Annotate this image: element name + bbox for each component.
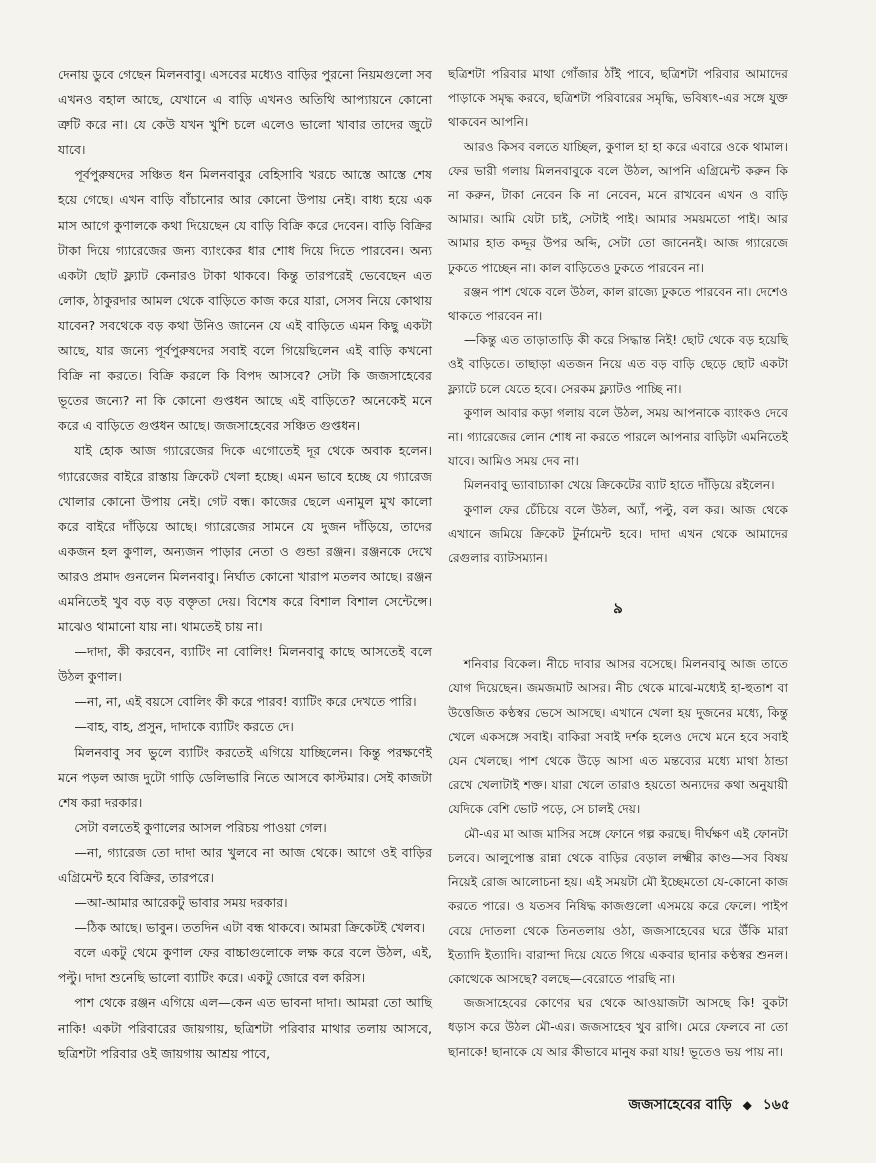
paragraph: মিলনবাবু সব ভুলে ব্যাটিং করতেই এগিয়ে যাচ্ছিলেন। কিন্তু পরক্ষণেই মনে পড়ল আজ দুটো গাড়ি ডেলিভারি নিতে আসবে কাস্টমার। সেই কাজটা শেষ করা দরকার। — [58, 744, 432, 810]
paragraph: —না, না, এই বয়সে বোলিং কী করে পারব! ব্যাটিং করে দেখতে পারি। — [74, 694, 417, 710]
diamond-separator-icon: ◆ — [742, 1098, 752, 1112]
paragraph: আরও কিসব বলতে যাচ্ছিল, কুণাল হা হা করে এবারে ওকে থামাল। ফের ভারী গলায় মিলনবাবুকে বলে উঠল, আপনি এগ্রিমেন্ট করুন কি না করুন, টাকা নেবেন কি না নেবেন, মনে রাখবেন এখন ও বাড়ি আমার। আমি যেটা চাই, সেটাই পাই। আমার সময়মতো পাই। আর আমার হাত কদ্দূর উপর অব্দি, সেটা তো জানেনই। আজ গ্যারেজে ঢুকতে পাচ্ছেন না। কাল বাড়িতেও ঢুকতে পারবেন না। — [448, 139, 788, 275]
paragraph: রঞ্জন পাশ থেকে বলে উঠল, কাল রাজ্যে ঢুকতে পারবেন না। দেশেও থাকতে পারবেন না। — [448, 284, 788, 324]
paragraph: —ঠিক আছে। ভাবুন। ততদিন এটা বন্ধ থাকবে। আমরা ক্রিকেটই খেলব। — [74, 920, 425, 936]
paragraph: ছত্রিশটা পরিবার মাথা গোঁজার ঠাঁই পাবে, ছত্রিশটা পরিবার আমাদের পাড়াকে সমৃদ্ধ করবে, ছত্রিশটা পরিবারের সমৃদ্ধি, ভবিষ্যৎ-এর সঙ্গে যুক্ত থাকবেন আপনি। — [448, 67, 788, 130]
paragraph: —আ-আমার আরেকটু ভাবার সময় দরকার। — [74, 895, 288, 911]
paragraph: —দাদা, কী করবেন, ব্যাটিং না বোলিং! মিলনবাবু কাছে আসতেই বলে উঠল কুণাল। — [58, 644, 432, 685]
paragraph: কুণাল ফের চেঁচিয়ে বলে উঠল, অ্যাঁ, পল্টু, বল কর। আজ থেকে এখানে জমিয়ে ক্রিকেট টুর্নামেন্ট হবে। দাদা এখন থেকে আমাদের রেগুলার ব্যাটসম্যান। — [448, 502, 788, 566]
right-column-top — [448, 62, 788, 570]
paragraph: বলে একটু থেমে কুণাল ফের বাচ্চাগুলোকে লক্ষ করে বলে উঠল, এই, পল্টু। দাদা শুনেছি ভালো ব্যাটিং করে। একটু জোরে বল করিস। — [58, 945, 432, 986]
paragraph: পূর্বপুরুষদের সঞ্চিত ধন মিলনবাবুর বেহিসাবি খরচে আস্তে আস্তে শেষ হয়ে গেছে। এখন বাড়ি বাঁচানোর আর কোনো উপায় নেই। বাধ্য হয়ে এক মাস আগে কুণালকে কথা দিয়েছেন যে বাড়ি বিক্রি করে দেবেন। বাড়ি বিক্রির টাকা দিয়ে গ্যারেজের জন্য ব্যাংকের ধার শোধ দিয়ে দিতে পারবেন। অন্য একটা ছোট ফ্ল্যাট কেনারও টাকা থাকবে। কিন্তু তারপরেই ভেবেছেন এত লোক, ঠাকুরদার আমল থেকে বাড়িতে কাজ করে যারা, সেসব নিয়ে কোথায় যাবেন? সবথেকে বড় কথা উনিও জানেন যে এই বাড়িতে এমন কিছু একটা আছে, যার জন্যে পূর্বপুরুষদের সবাই বলে গিয়েছিলেন এই বাড়ি কখনো বিক্রি না করতে। বিক্রি করলে কি বিপদ আসবে? সেটা কি জজসাহেবের ভূতের জন্যে? না কি কোনো গুপ্তধন আছে এই বাড়িতে? অনেকেই মনে করে এ বাড়িতে গুপ্তধন আছে। জজসাহেবের সঞ্চিত গুপ্তধন। — [58, 167, 432, 434]
page-footer — [600, 1094, 790, 1116]
paragraph: পাশ থেকে রঞ্জন এগিয়ে এল—কেন এত ভাবনা দাদা। আমরা তো আছি নাকি! একটা পরিবারের জায়গায়, ছত্রিশটা পরিবার মাথার তলায় আসবে, ছত্রিশটা পরিবার ওই জায়গায় আশ্রয় পাবে, — [58, 995, 432, 1061]
paragraph: মিলনবাবু ভ্যাবাচ্যাকা খেয়ে ক্রিকেটের ব্যাট হাতে দাঁড়িয়ে রইলেন। — [463, 478, 775, 493]
paragraph: —না, গ্যারেজ তো দাদা আর খুলবে না আজ থেকে। আগে ওই বাড়ির এগ্রিমেন্ট হবে বিক্রির, তারপরে। — [58, 844, 432, 885]
left-column — [58, 62, 432, 1066]
paragraph: যাই হোক আজ গ্যারেজের দিকে এগোতেই দূর থেকে অবাক হলেন। গ্যারেজের বাইরে রাস্তায় ক্রিকেট খেলা হচ্ছে। এমন ভাবে হচ্ছে যে গ্যারেজ খোলার কোনো উপায় নেই। গেট বন্ধ। কাজের ছেলে এনামুল মুখ কালো করে বাইরে দাঁড়িয়ে আছে। গ্যারেজের সামনে যে দুজন দাঁড়িয়ে, তাদের একজন হল কুণাল, অন্যজন পাড়ার নেতা ও গুন্ডা রঞ্জন। রঞ্জনকে দেখে আরও প্রমাদ গুনলেন মিলনবাবু। নির্ঘাত কোনো খারাপ মতলব আছে। রঞ্জন এমনিতেই খুব বড় বড় বক্তৃতা দেয়। বিশেষ করে বিশাল বিশাল সেন্টেন্সে। মাঝেও থামানো যায় না। থামতেই চায় না। — [58, 443, 432, 635]
paragraph: দেনায় ডুবে গেছেন মিলনবাবু। এসবের মধ্যেও বাড়ির পুরনো নিয়মগুলো সব এখনও বহাল আছে, যেখানে এ বাড়ি এখনও অতিথি আপ্যায়নে কোনো ত্রুটি করে না। যে কেউ যখন খুশি চলে এলেও ভালো খাবার তাদের জুটে যাবে। — [58, 67, 432, 158]
page-number: ১৬৫ — [762, 1097, 790, 1113]
paragraph: মৌ-এর মা আজ মাসির সঙ্গে ফোনে গল্প করছে। দীর্ঘক্ষণ এই ফোনটা চলবে। আলুপোস্ত রান্না থেকে বাড়ির বেড়াল লক্ষ্মীর কাণ্ড—সব বিষয় নিয়েই রোজ আলোচনা হয়। এই সময়টা মৌ ইচ্ছেমতো যে-কোনো কাজ করতে পারে। ও যতসব নিষিদ্ধ কাজগুলো এসময়ে করে ফেলে। পাইপ বেয়ে দোতলা থেকে তিনতলায় ওঠা, জজসাহেবের ঘরে উঁকি মারা ইত্যাদি ইত্যাদি। বারান্দা দিয়ে যেতে গিয়ে একবার ছানার কণ্ঠস্বর শুনল। কোত্থেকে আসছে? বলছে—বেরোতে পারছি না। — [448, 826, 788, 986]
paragraph: সেটা বলতেই কুণালের আসল পরিচয় পাওয়া গেল। — [74, 819, 327, 835]
chapter-number: ৯ — [613, 599, 623, 618]
paragraph: শনিবার বিকেল। নীচে দাবার আসর বসেছে। মিলনবাবু আজ তাতে যোগ দিয়েছেন। জমজমাট আসর। নীচ থেকে মাঝে-মধ্যেই হা-হুতাশ বা উত্তেজিত কণ্ঠস্বর ভেসে আসছে। এখানে খেলা হয় দুজনের মধ্যে, কিন্তু খেলে একসঙ্গে সবাই। বাকিরা সবাই দর্শক হলেও দেখে মনে হবে সবাই যেন খেলছে। পাশ থেকে উড়ে আসা এত মন্তব্যের মধ্যে মাথা ঠান্ডা রেখে খেলাটাই শক্ত। যারা খেলে তারাও হয়তো অন্যদের কথা অনুযায়ী যেদিকে বেশি ভোট পড়ে, সে চালই দেয়। — [448, 657, 788, 817]
paragraph: কুণাল আবার কড়া গলায় বলে উঠল, সময় আপনাকে ব্যাংকও দেবে না। গ্যারেজের লোন শোধ না করতে পারলে আপনার বাড়িটা এমনিতেই যাবে। আমিও সময় দেব না। — [448, 405, 788, 469]
paragraph: —বাহ, বাহ, প্রসুন, দাদাকে ব্যাটিং করতে দে। — [74, 719, 294, 735]
right-column — [448, 62, 788, 1064]
paragraph: —কিন্তু এত তাড়াতাড়ি কী করে সিদ্ধান্ত নিই! ছোট থেকে বড় হয়েছি ওই বাড়িতে। তাছাড়া এতজন নিয়ে এত বড় বাড়ি ছেড়ে ছোট একটা ফ্ল্যাটে চলে যেতে হবে। সেরকম ফ্ল্যাটও পাচ্ছি না। — [448, 333, 788, 396]
running-title: জজসাহেবের বাড়ি — [628, 1097, 732, 1113]
paragraph: জজসাহেবের কোণের ঘর থেকে আওয়াজটা আসছে কি! বুকটা ধড়াস করে উঠল মৌ-এর। জজসাহেব খুব রাগি। মেরে ফেলবে না তো ছানাকে! ছানাকে যে আর কীভাবে মানুষ করা যায়! ভূতেও ভয় পায় না। — [448, 996, 788, 1059]
right-column-bottom — [448, 652, 788, 1063]
